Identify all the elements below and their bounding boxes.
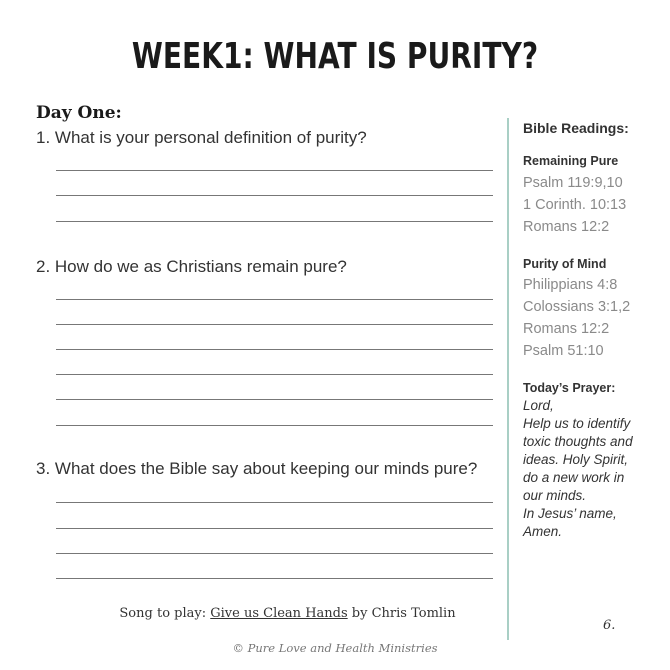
day-label: Day One: <box>36 103 122 123</box>
answer-line <box>56 170 493 171</box>
answer-line <box>56 299 493 300</box>
reading-reference: Psalm 119:9,10 <box>523 175 623 191</box>
reading-reference: Psalm 51:10 <box>523 343 604 359</box>
song-by: by <box>347 606 372 621</box>
bible-readings-title: Bible Readings: <box>523 120 629 136</box>
page-title: WEEK1: WHAT IS PURITY? <box>131 36 539 77</box>
answer-line <box>56 221 493 222</box>
prayer-line: Lord, <box>523 398 554 413</box>
answer-line <box>56 425 493 426</box>
answer-line <box>56 324 493 325</box>
song-title: Give us Clean Hands <box>210 606 348 621</box>
answer-line <box>56 502 493 503</box>
prayer-text <box>523 397 633 541</box>
reading-reference: Colossians 3:1,2 <box>523 299 631 315</box>
reading-reference: Philippians 4:8 <box>523 277 618 293</box>
section-heading-purity-of-mind: Purity of Mind <box>523 257 607 271</box>
prayer-line: ideas. Holy Spirit, <box>523 452 629 467</box>
section-heading-remaining-pure: Remaining Pure <box>523 154 619 168</box>
song-suggestion <box>0 606 575 621</box>
reading-reference: 1 Corinth. 10:13 <box>523 197 627 213</box>
prayer-line: toxic thoughts and <box>523 434 633 449</box>
question-2: 2. How do we as Christians remain pure? <box>36 257 347 276</box>
prayer-line: In Jesus’ name, <box>523 506 617 521</box>
answer-line <box>56 349 493 350</box>
prayer-line: Amen. <box>523 524 563 539</box>
sidebar-divider <box>507 118 509 640</box>
answer-line <box>56 578 493 579</box>
copyright-notice: © Pure Love and Health Ministries <box>232 641 438 655</box>
answer-line <box>56 399 493 400</box>
song-artist: Chris Tomlin <box>371 606 456 621</box>
answer-line <box>56 195 493 196</box>
page-number: 6. <box>603 618 616 633</box>
prayer-line: do a new work in <box>523 470 625 485</box>
prayer-line: our minds. <box>523 488 587 503</box>
question-1: 1. What is your personal definition of purity? <box>36 128 367 147</box>
answer-line <box>56 553 493 554</box>
question-3: 3. What does the Bible say about keeping our minds pure? <box>36 459 478 478</box>
prayer-heading: Today’s Prayer: <box>523 381 616 395</box>
song-prefix: Song to play: <box>119 606 211 621</box>
reading-reference: Romans 12:2 <box>523 219 610 235</box>
answer-line <box>56 374 493 375</box>
reading-reference: Romans 12:2 <box>523 321 610 337</box>
answer-line <box>56 528 493 529</box>
prayer-line: Help us to identify <box>523 416 631 431</box>
